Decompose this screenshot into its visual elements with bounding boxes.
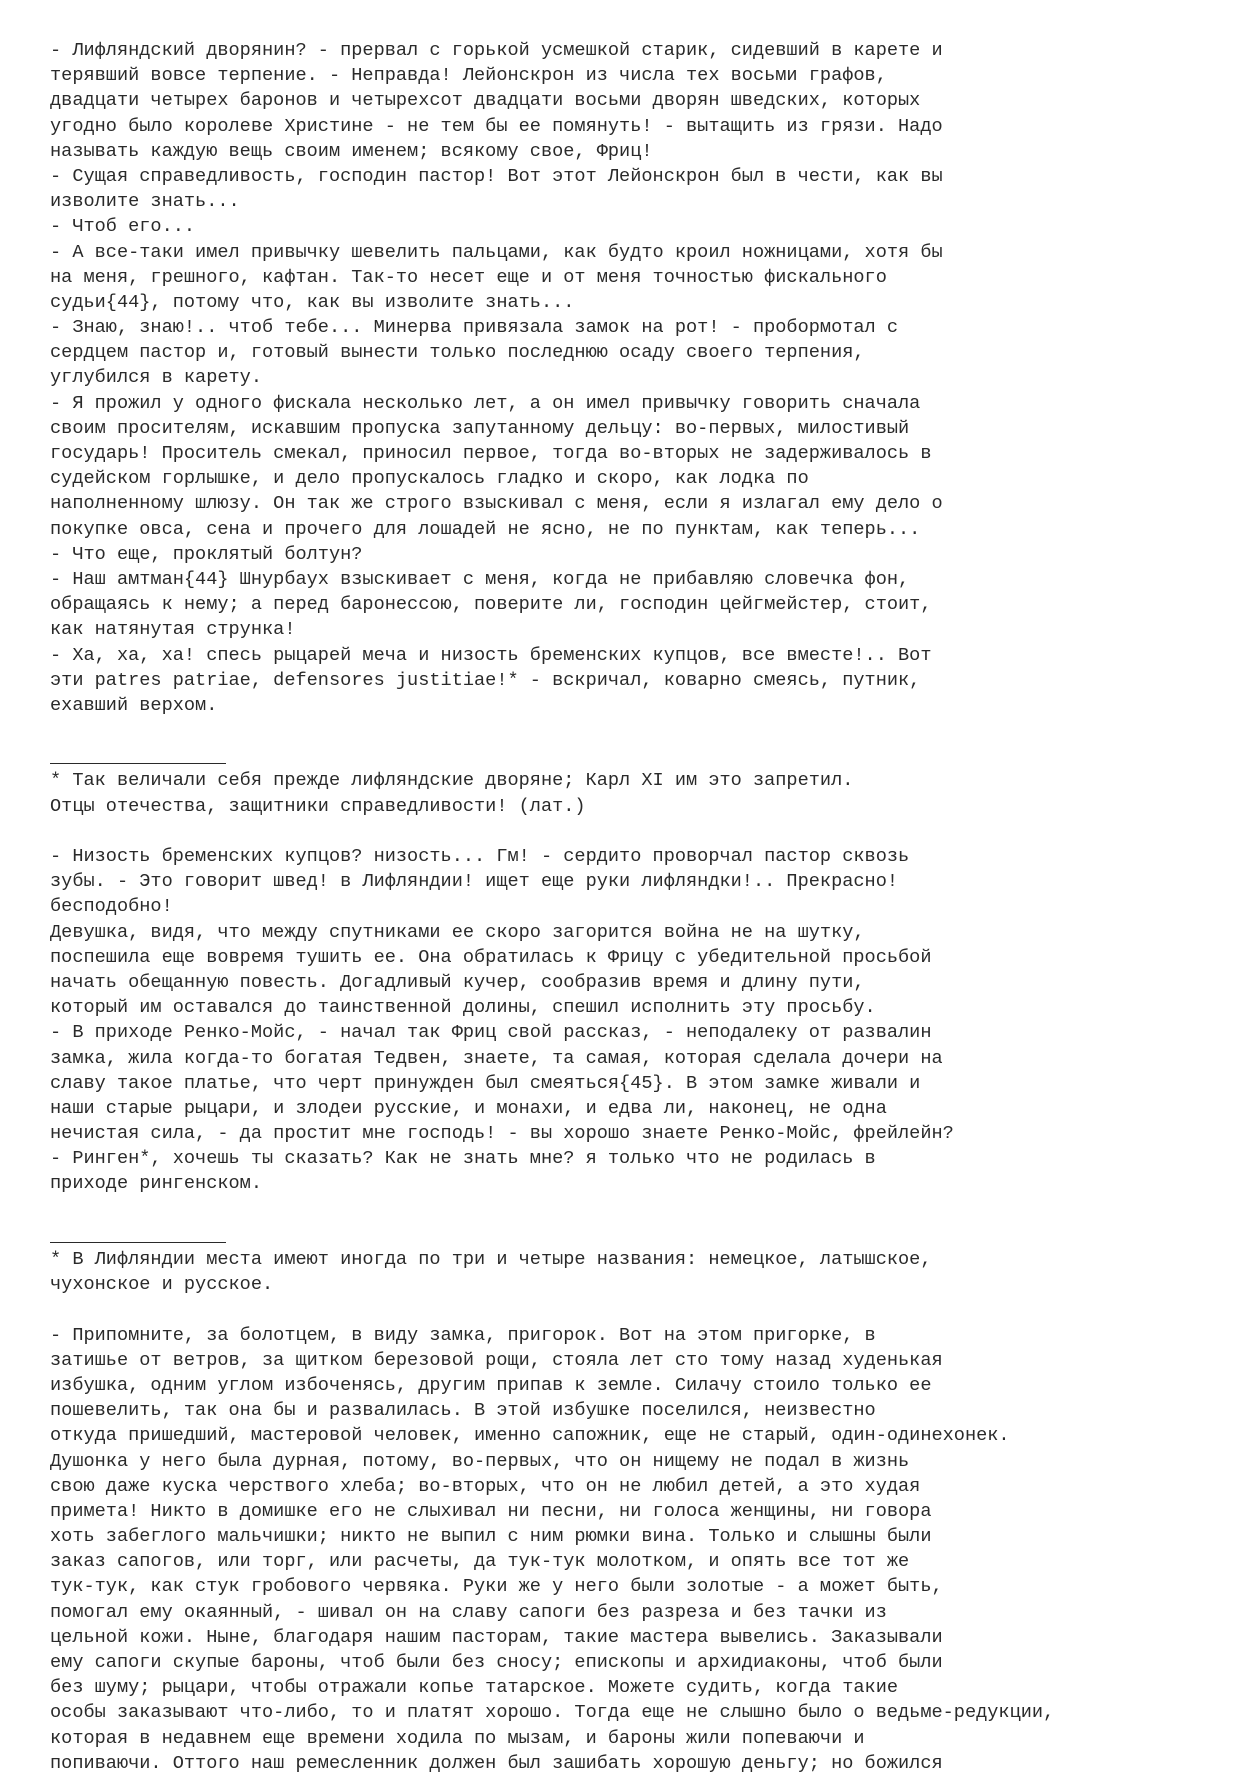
text-block-2 — [50, 844, 1220, 1197]
text-line: изволите знать... — [50, 191, 240, 213]
text-line: эти patres patriae, defensores justitiae!* - вскричал, коварно смеясь, путник, — [50, 669, 921, 691]
text-line: попиваючи. Оттого наш ремесленник должен был зашибать хорошую деньгу; но божился — [50, 1752, 943, 1774]
text-line: замка, жила когда-то богатая Тедвен, знаете, та самая, которая сделала дочери на — [50, 1047, 943, 1069]
text-line: заказ сапогов, или торг, или расчеты, да тук-тук молотком, и опять все тот же — [50, 1551, 910, 1573]
text-line: судьи{44}, потому что, как вы изволите знать... — [50, 291, 575, 313]
text-line: - Ха, ха, ха! спесь рыцарей меча и низость бременских купцов, все вместе!.. Вот — [50, 644, 932, 666]
footnote-separator — [50, 743, 1220, 768]
text-block-1 — [50, 38, 1220, 718]
text-line: - Низость бременских купцов? низость... Гм! - сердито проворчал пастор сквозь — [50, 846, 910, 867]
text-line: - А все-таки имел привычку шевелить пальцами, как будто кроил ножницами, хотя бы — [50, 241, 943, 263]
text-line: своим просителям, искавшим пропуска запутанному дельцу: во-первых, милостивый — [50, 417, 910, 439]
footnote-line: * Так величали себя прежде лифляндские дворяне; Карл XI им это запретил. — [50, 770, 854, 792]
text-line: начать обещанную повесть. Догадливый кучер, сообразив время и длину пути, — [50, 971, 865, 993]
blank-line — [50, 819, 1220, 844]
text-line: двадцати четырех баронов и четырехсот двадцати восьми дворян шведских, которых — [50, 90, 921, 112]
text-line: нечистая сила, - да простит мне господь! - вы хорошо знаете Ренко-Мойс, фрейлейн? — [50, 1123, 954, 1145]
text-line: - Знаю, знаю!.. чтоб тебе... Минерва привязала замок на рот! - пробормотал с — [50, 317, 899, 339]
text-line: свою даже куска черствого хлеба; во-вторых, что он не любил детей, а это худая — [50, 1475, 921, 1497]
footnote-rule — [50, 1242, 226, 1243]
text-line: углубился в карету. — [50, 367, 263, 389]
text-line: - Чтоб его... — [50, 216, 196, 238]
text-line: Девушка, видя, что между спутниками ее скоро загорится война не на шутку, — [50, 921, 865, 943]
text-line: без шуму; рыцари, чтобы отражали копье татарское. Можете судить, когда такие — [50, 1677, 899, 1699]
footnote-line: чухонское и русское. — [50, 1274, 274, 1296]
text-line: - Наш амтман{44} Шнурбаух взыскивает с меня, когда не прибавляю словечка фон, — [50, 568, 910, 590]
text-line: как натянутая струнка! — [50, 619, 296, 641]
footnote-line: Отцы отечества, защитники справедливости! (лат.) — [50, 795, 586, 817]
text-line: - Я прожил у одного фискала несколько лет, а он имел привычку говорить сначала — [50, 392, 921, 414]
blank-line — [50, 718, 1220, 743]
text-line: - Ринген*, хочешь ты сказать? Как не знать мне? я только что не родилась в — [50, 1148, 876, 1170]
text-line: приходе рингенском. — [50, 1173, 263, 1195]
text-line: славу такое платье, что черт принужден был смеяться{45}. В этом замке живали и — [50, 1072, 921, 1094]
text-line: - Что еще, проклятый болтун? — [50, 543, 363, 565]
footnote-line: * В Лифляндии места имеют иногда по три и четыре названия: немецкое, латышское, — [50, 1249, 932, 1270]
text-line: судейском горлышке, и дело пропускалось гладко и скоро, как лодка по — [50, 468, 809, 490]
text-line: поспешила еще вовремя тушить ее. Она обратилась к Фрицу с убедительной просьбой — [50, 946, 932, 968]
document-page — [50, 38, 1220, 1776]
text-line: затишье от ветров, за щитком березовой рощи, стояла лет сто тому назад худенькая — [50, 1349, 943, 1371]
text-line: зубы. - Это говорит швед! в Лифляндии! ищет еще руки лифляндки!.. Прекрасно! — [50, 871, 899, 893]
footnote-rule — [50, 763, 226, 764]
blank-line — [50, 1197, 1220, 1222]
text-line: ехавший верхом. — [50, 694, 218, 716]
text-line: примета! Никто в домишке его не слыхивал ни песни, ни голоса женщины, ни говора — [50, 1500, 932, 1522]
text-line: - В приходе Ренко-Мойс, - начал так Фриц свой рассказ, - неподалеку от развалин — [50, 1022, 932, 1044]
text-line: который им оставался до таинственной долины, спешил исполнить эту просьбу. — [50, 997, 876, 1019]
text-line: особы заказывают что-либо, то и платят хорошо. Тогда еще не слышно было о ведьме-редукции, — [50, 1702, 1055, 1724]
text-line: наши старые рыцари, и злодеи русские, и монахи, и едва ли, наконец, не одна — [50, 1097, 887, 1119]
footnote-separator — [50, 1222, 1220, 1247]
text-line: сердцем пастор и, готовый вынести только последнюю осаду своего терпения, — [50, 342, 865, 364]
text-line: угодно было королеве Христине - не тем бы ее помянуть! - вытащить из грязи. Надо — [50, 115, 943, 137]
text-line: наполненному шлюзу. Он так же строго взыскивал с меня, если я излагал ему дело о — [50, 493, 943, 515]
text-line: - Лифляндский дворянин? - прервал с горькой усмешкой старик, сидевший в карете и — [50, 40, 943, 61]
text-line: откуда пришедший, мастеровой человек, именно сапожник, еще не старый, один-одинехонек. — [50, 1425, 1010, 1447]
footnote-1 — [50, 768, 1220, 818]
text-line: - Сущая справедливость, господин пастор! Вот этот Лейонскрон был в чести, как вы — [50, 165, 943, 187]
text-block-3 — [50, 1323, 1220, 1776]
text-line: тук-тук, как стук гробового червяка. Руки же у него были золотые - а может быть, — [50, 1576, 943, 1598]
text-line: на меня, грешного, кафтан. Так-то несет еще и от меня точностью фискального — [50, 266, 887, 288]
text-line: называть каждую вещь своим именем; всякому свое, Фриц! — [50, 140, 653, 162]
footnote-2 — [50, 1247, 1220, 1297]
text-line: терявший вовсе терпение. - Неправда! Лейонскрон из числа тех восьми графов, — [50, 65, 887, 87]
text-line: покупке овса, сена и прочего для лошадей не ясно, не по пунктам, как теперь... — [50, 518, 921, 540]
text-line: - Припомните, за болотцем, в виду замка, пригорок. Вот на этом пригорке, в — [50, 1324, 876, 1346]
blank-line — [50, 1297, 1220, 1322]
text-line: обращаясь к нему; а перед баронессою, поверите ли, господин цейгмейстер, стоит, — [50, 594, 932, 616]
text-line: помогал ему окаянный, - шивал он на славу сапоги без разреза и без тачки из — [50, 1601, 887, 1623]
text-line: ему сапоги скупые бароны, чтоб были без сносу; епископы и архидиаконы, чтоб были — [50, 1652, 943, 1673]
text-line: бесподобно! — [50, 896, 173, 918]
text-line: Душонка у него была дурная, потому, во-первых, что он нищему не подал в жизнь — [50, 1450, 910, 1472]
text-line: которая в недавнем еще времени ходила по мызам, и бароны жили попеваючи и — [50, 1727, 865, 1749]
text-line: избушка, одним углом избоченясь, другим припав к земле. Силачу стоило только ее — [50, 1374, 932, 1396]
text-line: хоть забеглого мальчишки; никто не выпил с ним рюмки вина. Только и слышны были — [50, 1526, 932, 1548]
text-line: цельной кожи. Ныне, благодаря нашим пасторам, такие мастера вывелись. Заказывали — [50, 1626, 943, 1648]
text-line: пошевелить, так она бы и развалилась. В этой избушке поселился, неизвестно — [50, 1400, 876, 1422]
text-line: государь! Проситель смекал, приносил первое, тогда во-вторых не задерживалось в — [50, 443, 932, 464]
